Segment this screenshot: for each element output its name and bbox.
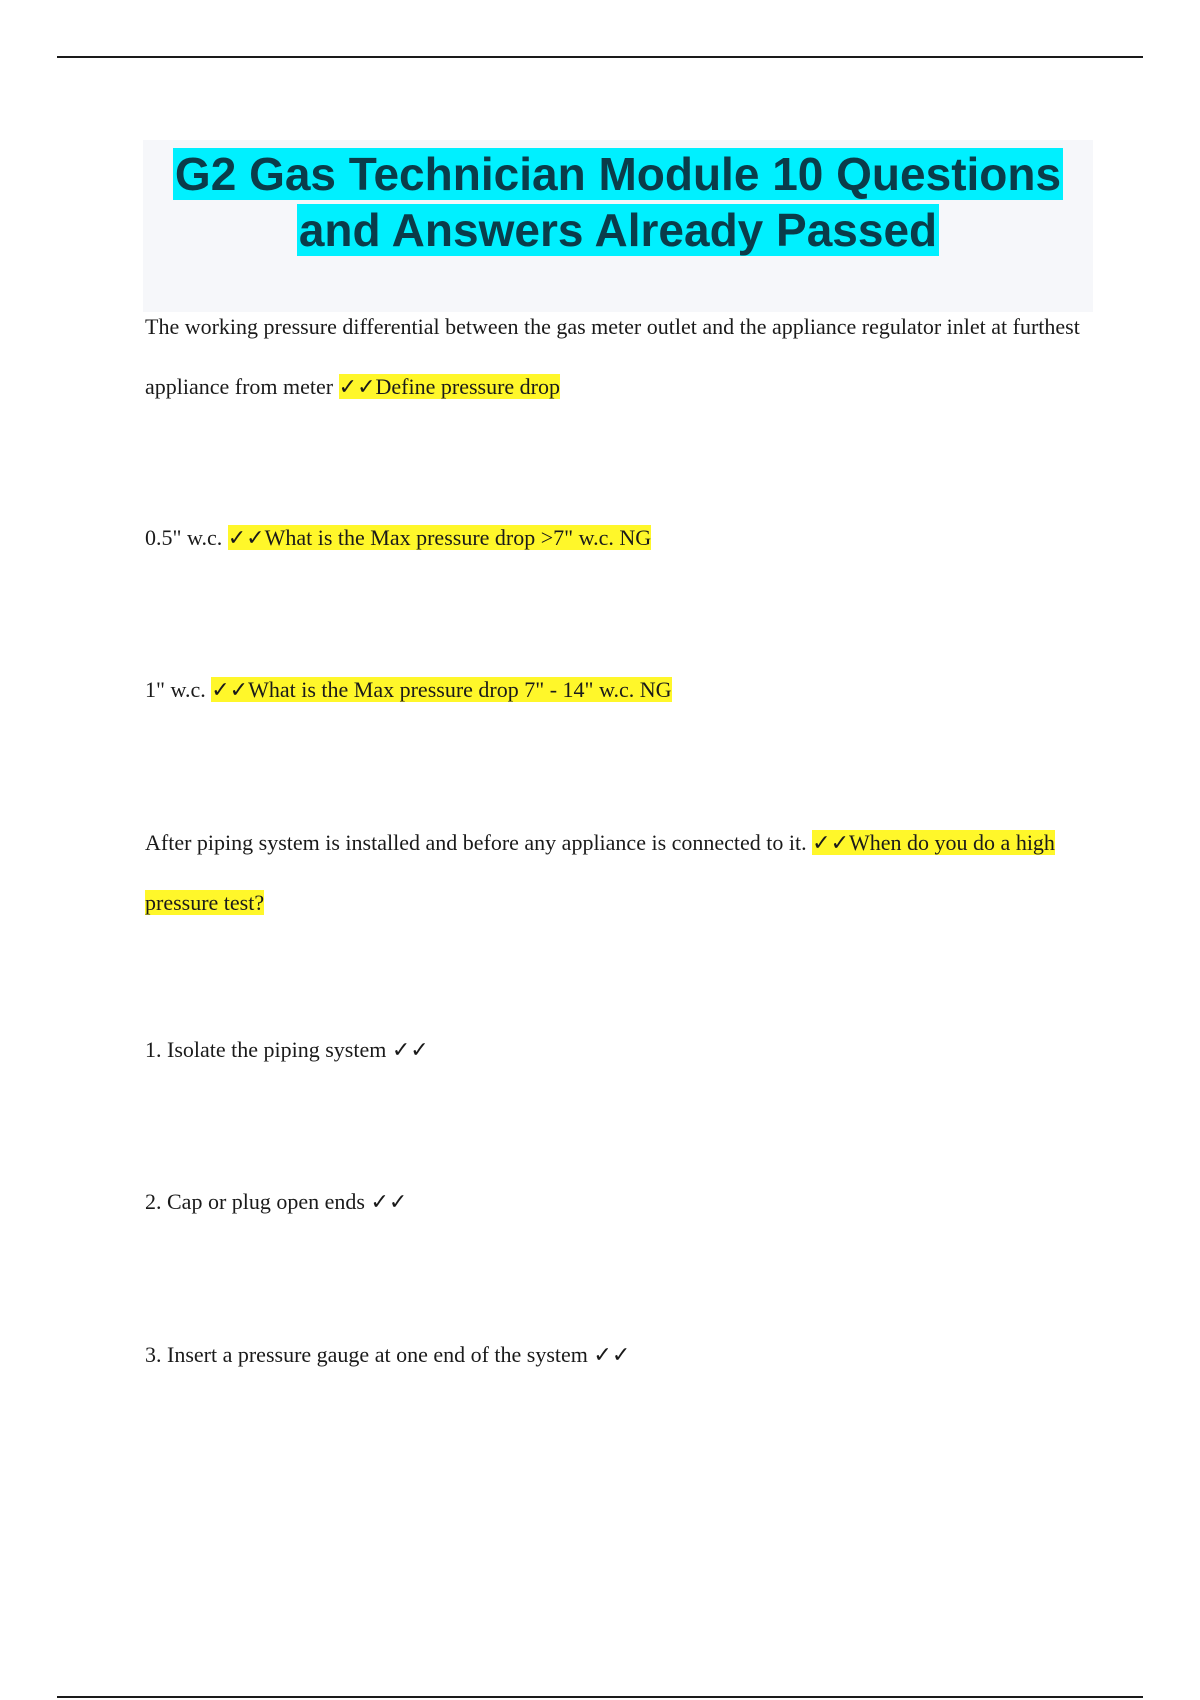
title-line-1: G2 Gas Technician Module 10 Questions bbox=[174, 148, 1062, 200]
step-text: 1. Isolate the piping system ✓✓ bbox=[145, 1037, 429, 1062]
answer-text: After piping system is installed and before any appliance is connected to it. bbox=[145, 830, 813, 855]
list-item bbox=[145, 1020, 1085, 1080]
footer-rule bbox=[57, 1696, 1143, 1698]
qa-item bbox=[145, 813, 1085, 933]
answer-text: 1" w.c. bbox=[145, 677, 212, 702]
question-text: ✓✓Define pressure drop bbox=[338, 374, 560, 399]
step-text: 3. Insert a pressure gauge at one end of the system ✓✓ bbox=[145, 1342, 631, 1367]
qa-item bbox=[145, 508, 1085, 568]
qa-item bbox=[145, 297, 1085, 417]
question-text: ✓✓What is the Max pressure drop 7" - 14" w.c. NG bbox=[211, 677, 672, 702]
qa-item bbox=[145, 660, 1085, 720]
header-rule bbox=[57, 56, 1143, 58]
list-item bbox=[145, 1172, 1085, 1232]
question-text: ✓✓What is the Max pressure drop >7" w.c. NG bbox=[227, 525, 652, 550]
answer-text: 0.5" w.c. bbox=[145, 525, 228, 550]
list-item bbox=[145, 1325, 1085, 1385]
title-block bbox=[143, 140, 1093, 312]
step-text: 2. Cap or plug open ends ✓✓ bbox=[145, 1189, 408, 1214]
document-title bbox=[143, 146, 1093, 258]
title-line-2: and Answers Already Passed bbox=[298, 204, 938, 256]
answer-text: The working pressure differential between the gas meter outlet and the appliance regulator inlet at furthest appliance from meter bbox=[145, 314, 1080, 399]
question-text: ✓✓When do you do a high pressure test? bbox=[145, 830, 1055, 915]
